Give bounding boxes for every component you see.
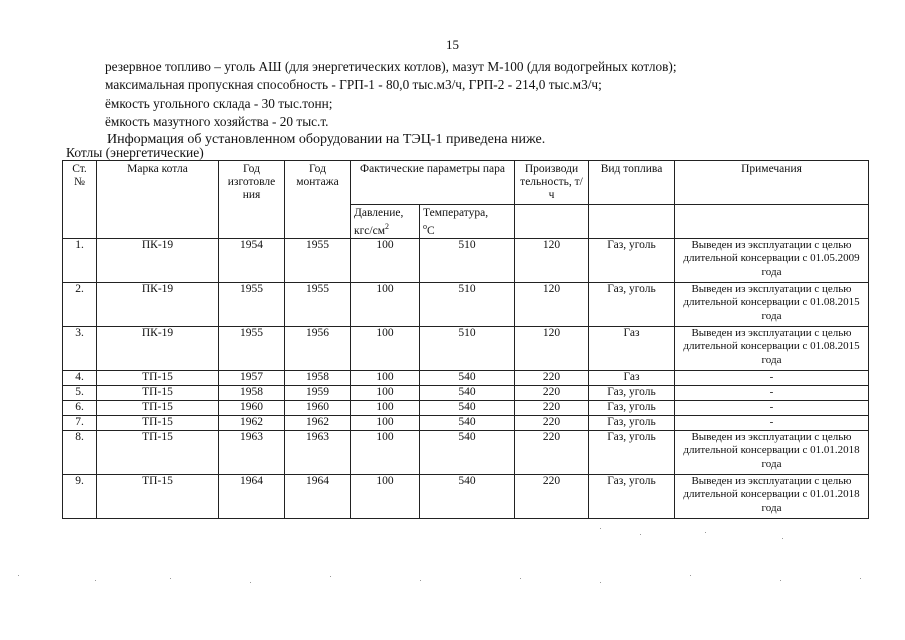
cell-no: 2. [63,282,97,326]
cell-fuel: Газ, уголь [589,400,675,415]
table-row [63,415,869,430]
cell-temperature: 540 [420,415,515,430]
cell-capacity: 220 [515,430,589,474]
table-row [63,238,869,282]
header-params: Фактические параметры пара [351,161,515,205]
cell-note: - [675,400,869,415]
cell-temperature: 510 [420,326,515,370]
table-row [63,370,869,385]
cell-note: - [675,385,869,400]
cell-no: 8. [63,430,97,474]
cell-year-made: 1954 [219,238,285,282]
header-notes-sub [675,205,869,239]
speckle [250,582,251,583]
header-fuel: Вид топлива [589,161,675,205]
table-row [63,282,869,326]
intro-line: резервное топливо – уголь АШ (для энергетических котлов), мазут М-100 (для водогрейных котлов); [105,59,677,74]
intro-line: ёмкость угольного склада - 30 тыс.тонн; [105,95,333,111]
cell-temperature: 540 [420,430,515,474]
cell-no: 6. [63,400,97,415]
speckle [782,538,783,539]
cell-temperature: 510 [420,238,515,282]
header-fuel-sub [589,205,675,239]
cell-year-made: 1962 [219,415,285,430]
cell-year-install: 1956 [285,326,351,370]
cell-pressure: 100 [351,385,420,400]
intro-line: максимальная пропускная способность - ГРП-1 - 80,0 тыс.м3/ч, ГРП-2 - 214,0 тыс.м3/ч; [105,77,602,93]
cell-capacity: 220 [515,415,589,430]
speckle [170,578,171,579]
cell-brand: ТП-15 [97,385,219,400]
cell-pressure: 100 [351,238,420,282]
cell-year-install: 1958 [285,370,351,385]
cell-capacity: 220 [515,474,589,518]
header-notes: Примечания [675,161,869,205]
cell-note: - [675,370,869,385]
cell-fuel: Газ [589,326,675,370]
cell-note: Выведен из эксплуатации с целью длительной консервации с 01.08.2015 года [675,326,869,370]
cell-fuel: Газ [589,370,675,385]
intro-text [105,58,825,149]
header-temperature: Температура, $^o$С [420,205,515,239]
cell-pressure: 100 [351,474,420,518]
cell-capacity: 120 [515,238,589,282]
header-year-install: Год монтажа [285,161,351,239]
cell-no: 3. [63,326,97,370]
section-title: Котлы (энергетические) [66,145,204,160]
cell-no: 4. [63,370,97,385]
cell-no: 7. [63,415,97,430]
table-row [63,430,869,474]
cell-capacity: 220 [515,385,589,400]
table-row [63,326,869,370]
intro-line: ёмкость мазутного хозяйства - 20 тыс.т. [105,113,329,129]
cell-year-made: 1964 [219,474,285,518]
cell-fuel: Газ, уголь [589,385,675,400]
cell-brand: ТП-15 [97,415,219,430]
cell-temperature: 540 [420,474,515,518]
cell-pressure: 100 [351,400,420,415]
speckle [95,580,96,581]
cell-brand: ПК-19 [97,282,219,326]
cell-year-made: 1955 [219,282,285,326]
cell-note: - [675,415,869,430]
speckle [690,575,691,576]
speckle [640,534,641,535]
cell-note: Выведен из эксплуатации с целью длительной консервации с 01.01.2018 года [675,430,869,474]
cell-year-install: 1959 [285,385,351,400]
speckle [705,532,706,533]
cell-no: 1. [63,238,97,282]
cell-brand: ТП-15 [97,430,219,474]
cell-note: Выведен из эксплуатации с целью длительной консервации с 01.01.2018 года [675,474,869,518]
cell-pressure: 100 [351,282,420,326]
cell-year-made: 1957 [219,370,285,385]
cell-year-made: 1958 [219,385,285,400]
cell-brand: ТП-15 [97,400,219,415]
cell-temperature: 510 [420,282,515,326]
speckle [520,578,521,579]
cell-fuel: Газ, уголь [589,430,675,474]
cell-year-install: 1960 [285,400,351,415]
header-year-made: Год изготовле ния [219,161,285,239]
cell-year-install: 1964 [285,474,351,518]
cell-no: 9. [63,474,97,518]
cell-capacity: 120 [515,282,589,326]
table-row [63,474,869,518]
header-pressure: Давление, кгс/$см^2$ [351,205,420,239]
cell-year-install: 1963 [285,430,351,474]
speckle [600,528,601,529]
cell-fuel: Газ, уголь [589,238,675,282]
speckle [420,580,421,581]
cell-capacity: 220 [515,400,589,415]
speckle [860,578,861,579]
cell-brand: ПК-19 [97,238,219,282]
cell-pressure: 100 [351,415,420,430]
speckle [18,575,19,576]
cell-year-made: 1955 [219,326,285,370]
header-brand: Марка котла [97,161,219,239]
cell-pressure: 100 [351,430,420,474]
cell-pressure: 100 [351,326,420,370]
header-capacity-sub [515,205,589,239]
cell-no: 5. [63,385,97,400]
cell-fuel: Газ, уголь [589,415,675,430]
cell-note: Выведен из эксплуатации с целью длительной консервации с 01.08.2015 года [675,282,869,326]
cell-capacity: 120 [515,326,589,370]
table-row [63,385,869,400]
speckle [330,576,331,577]
header-capacity: Производи тельность, т/ч [515,161,589,205]
speckle [600,582,601,583]
scan-speckles [0,520,905,640]
cell-note: Выведен из эксплуатации с целью длительной консервации с 01.05.2009 года [675,238,869,282]
cell-brand: ТП-15 [97,370,219,385]
cell-temperature: 540 [420,385,515,400]
cell-fuel: Газ, уголь [589,282,675,326]
table-row [63,400,869,415]
header-st-no: Ст. № [63,161,97,239]
speckle [780,580,781,581]
cell-capacity: 220 [515,370,589,385]
cell-year-made: 1963 [219,430,285,474]
cell-fuel: Газ, уголь [589,474,675,518]
cell-pressure: 100 [351,370,420,385]
cell-temperature: 540 [420,400,515,415]
boilers-table [62,160,869,519]
cell-year-made: 1960 [219,400,285,415]
cell-year-install: 1962 [285,415,351,430]
cell-brand: ТП-15 [97,474,219,518]
cell-temperature: 540 [420,370,515,385]
cell-year-install: 1955 [285,238,351,282]
info-line: Информация об установленном оборудовании на ТЭЦ-1 приведена ниже. [107,132,546,148]
cell-year-install: 1955 [285,282,351,326]
page-number: 15 [446,37,459,52]
cell-brand: ПК-19 [97,326,219,370]
